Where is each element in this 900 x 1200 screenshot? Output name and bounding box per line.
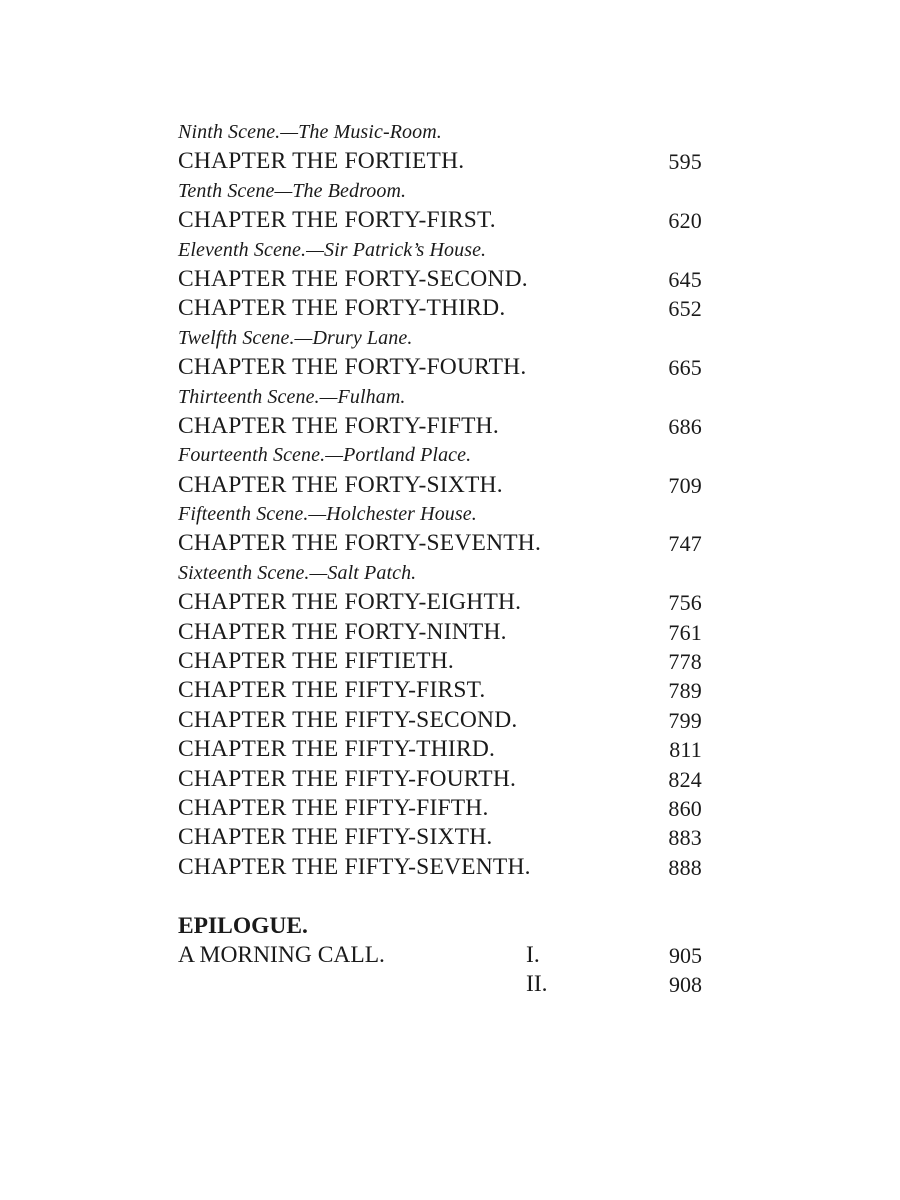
chapter-entry[interactable]: [178, 147, 708, 176]
page-number: 908: [669, 972, 702, 998]
page-number: 789: [668, 678, 702, 704]
chapter-entry[interactable]: [178, 412, 708, 441]
chapter-entry[interactable]: [178, 588, 708, 617]
scene-heading[interactable]: Ninth Scene.—The Music-Room.: [178, 121, 442, 143]
page-number: 883: [668, 825, 702, 851]
scene-heading[interactable]: Thirteenth Scene.—Fulham.: [178, 385, 406, 408]
epilogue-entry[interactable]: [178, 941, 708, 970]
section-spacer: [178, 882, 708, 911]
page-number: 645: [668, 266, 702, 292]
scene-heading[interactable]: Twelfth Scene.—Drury Lane.: [178, 326, 413, 349]
page-number: 761: [668, 619, 702, 645]
chapter-title[interactable]: CHAPTER THE FIFTIETH.: [178, 648, 454, 675]
page-number: 860: [668, 795, 702, 821]
chapter-title[interactable]: CHAPTER THE FIFTY-SEVENTH.: [178, 853, 531, 880]
epilogue-entry[interactable]: [178, 970, 708, 999]
chapter-entry[interactable]: [178, 471, 708, 500]
chapter-title[interactable]: CHAPTER THE FIFTY-SECOND.: [178, 706, 518, 733]
chapter-title[interactable]: CHAPTER THE FIFTY-SIXTH.: [178, 824, 493, 851]
page-number: 778: [668, 649, 702, 675]
chapter-entry[interactable]: [178, 294, 708, 323]
chapter-entry[interactable]: [178, 794, 708, 823]
scene-heading[interactable]: Fourteenth Scene.—Portland Place.: [178, 444, 472, 467]
page-number: 799: [668, 707, 702, 733]
epilogue-list: [178, 941, 708, 1000]
chapter-entry[interactable]: [178, 353, 708, 382]
chapter-title[interactable]: CHAPTER THE FIFTY-THIRD.: [178, 736, 496, 763]
chapter-title[interactable]: CHAPTER THE FORTY-SEVENTH.: [178, 530, 542, 557]
page-number: 811: [669, 737, 702, 763]
chapter-entry[interactable]: [178, 706, 708, 735]
chapter-title[interactable]: CHAPTER THE FORTY-SECOND.: [178, 265, 528, 292]
epilogue-numeral: I.: [526, 941, 540, 968]
epilogue-numeral: II.: [526, 971, 548, 998]
page-number: 652: [668, 296, 702, 322]
page-number: 686: [668, 413, 702, 439]
chapter-entry[interactable]: [178, 618, 708, 647]
scene-heading[interactable]: Fifteenth Scene.—Holchester House.: [178, 503, 477, 526]
page-number: 665: [668, 355, 702, 381]
chapter-entry[interactable]: [178, 735, 708, 764]
chapter-title[interactable]: CHAPTER THE FORTIETH.: [178, 148, 465, 175]
chapter-entry[interactable]: [178, 676, 708, 705]
chapter-title[interactable]: CHAPTER THE FORTY-THIRD.: [178, 295, 506, 322]
chapter-title[interactable]: CHAPTER THE FORTY-NINTH.: [178, 618, 507, 645]
chapter-title[interactable]: CHAPTER THE FORTY-EIGHTH.: [178, 589, 522, 616]
chapter-entry[interactable]: [178, 265, 708, 294]
page-number: 709: [668, 472, 702, 498]
chapter-title[interactable]: CHAPTER THE FIFTY-FOURTH.: [178, 765, 517, 792]
epilogue-title[interactable]: A MORNING CALL.: [178, 941, 385, 968]
chapter-entry[interactable]: [178, 529, 708, 558]
chapter-title[interactable]: CHAPTER THE FORTY-SIXTH.: [178, 471, 503, 498]
page-number: 747: [668, 531, 702, 557]
chapter-title[interactable]: CHAPTER THE FORTY-FIRST.: [178, 207, 496, 234]
page-number: 905: [669, 942, 702, 968]
chapter-entry[interactable]: [178, 647, 708, 676]
chapter-title[interactable]: CHAPTER THE FORTY-FIFTH.: [178, 412, 499, 439]
page-number: 595: [668, 149, 702, 175]
page-number: 756: [668, 590, 702, 616]
epilogue-heading: EPILOGUE.: [178, 912, 308, 939]
table-of-contents: [178, 118, 708, 1000]
chapter-title[interactable]: CHAPTER THE FIFTY-FIFTH.: [178, 794, 489, 821]
page-number: 620: [668, 208, 702, 234]
scene-heading[interactable]: Tenth Scene—The Bedroom.: [178, 179, 407, 202]
chapter-entry[interactable]: [178, 765, 708, 794]
chapter-title[interactable]: CHAPTER THE FORTY-FOURTH.: [178, 354, 527, 381]
chapter-entry[interactable]: [178, 853, 708, 882]
toc-list: [178, 118, 708, 882]
chapter-entry[interactable]: [178, 206, 708, 235]
scene-heading[interactable]: Sixteenth Scene.—Salt Patch.: [178, 561, 417, 584]
scene-heading[interactable]: Eleventh Scene.—Sir Patrick’s House.: [178, 238, 487, 261]
chapter-title[interactable]: CHAPTER THE FIFTY-FIRST.: [178, 677, 486, 704]
chapter-entry[interactable]: [178, 823, 708, 852]
page-number: 888: [668, 854, 702, 880]
page-number: 824: [668, 766, 702, 792]
